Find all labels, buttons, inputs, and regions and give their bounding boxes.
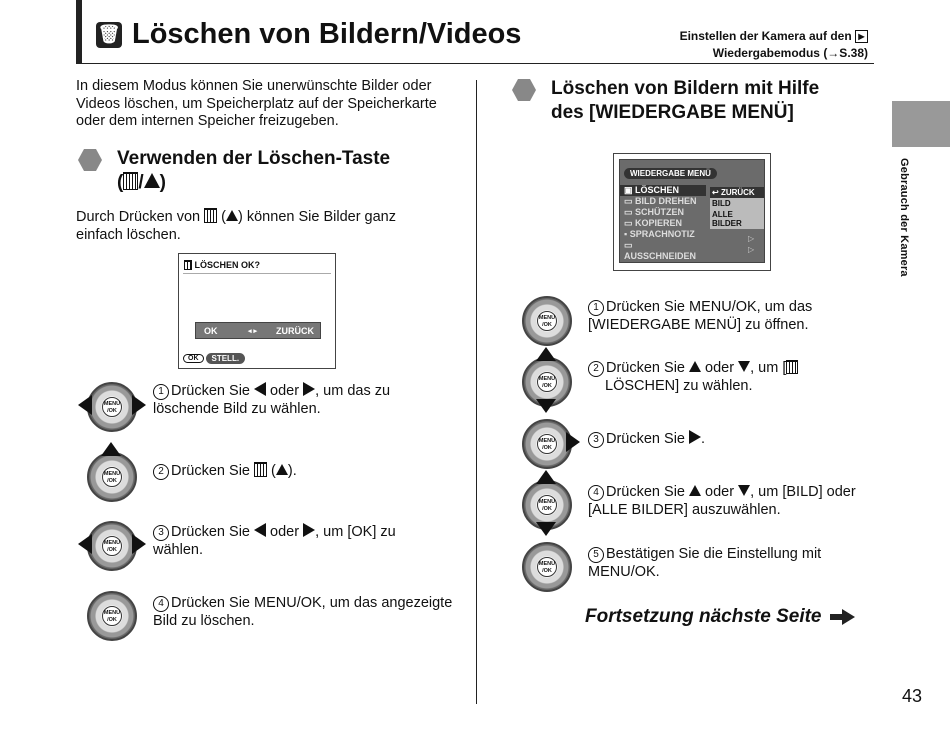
submenu-arrows: ▷ ▷ [748, 234, 755, 254]
menu-ok-dial-icon: MENU /OK [87, 452, 137, 502]
menu-ok-dial-icon: MENU /OK [522, 296, 572, 346]
up-arrow-icon [536, 470, 556, 484]
right-arrow-icon [303, 382, 315, 396]
left-step-4: 4 Drücken Sie MENU/OK, um das angezeigte Bild zu löschen. [153, 595, 453, 629]
up-arrow-icon [226, 210, 238, 221]
dial-left-right [78, 382, 146, 428]
dial-up-down-2 [521, 470, 571, 536]
section-title-left: Verwenden der Löschen-Taste ( / ) [117, 148, 391, 193]
continue-next-page[interactable]: Fortsetzung nächste Seite [585, 606, 856, 628]
up-arrow-icon [144, 173, 160, 188]
menu-item-bild-drehen[interactable]: ▭ BILD DREHEN [624, 196, 697, 206]
menu-ok-dial-icon: MENU /OK [522, 542, 572, 592]
page-title [96, 18, 521, 51]
dial-menu-r5 [522, 542, 572, 592]
left-step-3: 3 Drücken Sie oder , um [OK] zu wählen. [153, 524, 396, 558]
menu-ok-dial-icon: MENU /OK [87, 591, 137, 641]
trash-icon [184, 260, 192, 270]
right-step-1: 1 Drücken Sie MENU/OK, um das [WIEDERGABE MENÜ] zu öffnen. [588, 299, 813, 333]
right-arrow-icon [132, 534, 146, 554]
menu-ok-dial-icon: MENU /OK [522, 357, 572, 407]
right-arrow-icon [689, 430, 701, 444]
left-arrow-icon [254, 382, 266, 396]
menu-item-sprachnotiz[interactable]: ▪ SPRACHNOTIZ [624, 229, 695, 239]
section-hexagon-icon [512, 78, 536, 102]
dial-right [522, 419, 582, 465]
dial-left-right-2 [78, 521, 146, 567]
dial-menu-r1 [522, 296, 572, 346]
side-tab [892, 101, 950, 147]
dial-up-down [521, 347, 571, 413]
title-bar-accent [76, 0, 82, 64]
left-arrow-icon [78, 534, 92, 554]
up-arrow-icon [276, 464, 288, 475]
right-step-5: 5 Bestätigen Sie die Einstellung mit MENU/OK. [588, 546, 822, 580]
page-number: 43 [902, 686, 923, 706]
page-title-text: Löschen von Bildern/Videos [132, 18, 522, 50]
left-description: Durch Drücken von ( ) können Sie Bilder ganz einfach löschen. [76, 209, 397, 243]
submenu: ↩ ZURÜCK BILD ALLE BILDER [710, 187, 764, 229]
section-hexagon-icon [78, 148, 102, 172]
dial-menu [87, 591, 137, 641]
arrow-right-icon [830, 609, 856, 625]
down-arrow-icon [738, 361, 750, 372]
trash-icon [786, 360, 798, 374]
left-step-2: 2 Drücken Sie ( ). [153, 462, 443, 480]
right-arrow-icon [566, 432, 580, 452]
dial-up [86, 442, 136, 500]
left-arrow-icon [254, 523, 266, 537]
right-arrow-icon [132, 395, 146, 415]
side-label: Gebrauch der Kamera [898, 158, 910, 277]
up-arrow-icon [689, 485, 701, 496]
left-right-icon: ◂ ▸ [248, 327, 257, 335]
right-step-3: 3 Drücken Sie . [588, 430, 858, 448]
up-arrow-icon [536, 347, 556, 361]
intro-paragraph: In diesem Modus können Sie unerwünschte Bilder oder Videos löschen, um Speicherplatz auf der Speicherkarte oder dem internen Speicher freizugeben. [76, 78, 437, 129]
menu-ok-dial-icon: MENU /OK [87, 521, 137, 571]
ok-back-selector: OK ◂ ▸ ZURÜCK [195, 322, 321, 339]
left-arrow-icon [78, 395, 92, 415]
header-rule [76, 63, 874, 64]
right-step-4: 4 Drücken Sie oder , um [BILD] oder [ALLE BILDER] auszuwählen. [588, 484, 856, 518]
menu-ok-dial-icon: MENU /OK [522, 419, 572, 469]
up-arrow-icon [689, 361, 701, 372]
trash-icon [254, 462, 267, 477]
delete-confirm-screen: LÖSCHEN OK? OK ◂ ▸ ZURÜCK OK STELL. [178, 253, 336, 369]
menu-item-schuetzen[interactable]: ▭ SCHÜTZEN [624, 207, 685, 217]
menu-item-kopieren[interactable]: ▭ KOPIEREN [624, 218, 683, 228]
down-arrow-icon [738, 485, 750, 496]
menu-item-loeschen[interactable]: ▣ LÖSCHEN [620, 185, 706, 196]
trash-icon [123, 172, 138, 190]
down-arrow-icon [536, 522, 556, 536]
trash-icon [204, 208, 217, 223]
menu-ok-dial-icon: MENU /OK [522, 480, 572, 530]
playback-menu-screen: WIEDERGABE MENÜ ▣ LÖSCHEN ▭ BILD DREHEN ▭ SCHÜTZEN ▭ KOPIEREN ▪ SPRACHNOTIZ ▭ AUSSCHNEIDEN ▷ ▷ ↩ ZURÜCK BILD ALLE BILDER [613, 153, 771, 271]
left-step-1: 1 Drücken Sie oder , um das zu löschende Bild zu wählen. [153, 383, 391, 417]
right-step-2: 2 Drücken Sie oder , um [ LÖSCHEN] zu wählen. [588, 359, 858, 395]
header-note: Einstellen der Kamera auf den ▶ Wiedergabemodus (→S.38) [679, 29, 868, 60]
down-arrow-icon [536, 399, 556, 413]
column-divider [476, 80, 477, 704]
up-arrow-icon [101, 442, 121, 456]
play-mode-icon: ▶ [855, 30, 868, 43]
trash-icon: 🗑 [96, 22, 122, 48]
menu-item-ausschneiden[interactable]: ▭ AUSSCHNEIDEN [624, 240, 697, 261]
right-arrow-icon [303, 523, 315, 537]
menu-ok-dial-icon: MENU /OK [87, 382, 137, 432]
section-title-right: Löschen von Bildern mit Hilfe des [WIEDERGABE MENÜ] [551, 78, 820, 123]
